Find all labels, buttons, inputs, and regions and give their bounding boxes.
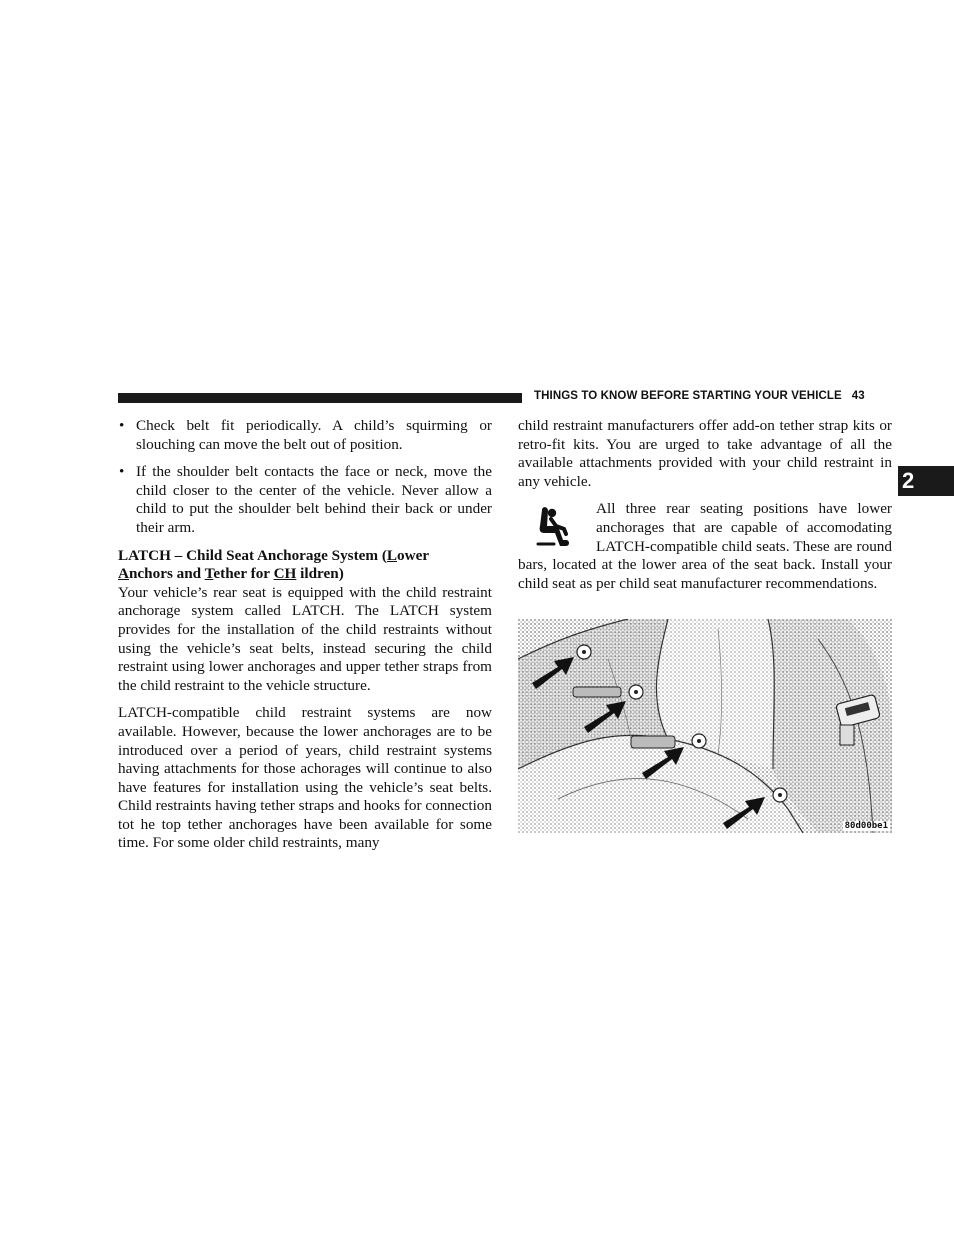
child-seat-icon <box>530 504 580 548</box>
left-column <box>118 417 492 853</box>
header-bar <box>118 393 522 403</box>
bullet-icon: • <box>119 417 125 434</box>
chapter-tab: 2 <box>898 466 954 496</box>
bullet-icon: • <box>119 463 125 481</box>
figure-label: 80d00be1 <box>844 821 888 831</box>
continuation-paragraph: child restraint manufacturers offer add-on tether strap kits or retro-fit kits. You are urged to take advantage of all the available attachments provided with your child restraint in any vehicle. <box>518 417 892 490</box>
rear-seat-illustration <box>518 619 892 833</box>
right-column <box>518 417 892 593</box>
bullet-item: • Check belt fit periodically. A child’s squirming or slouching can move the belt out of position. <box>119 417 492 453</box>
body-paragraph: Your vehicle’s rear seat is equipped with the child restraint anchorage system called LATCH. The LATCH system provides for the installation of the child restraints without using the vehicle’s seat belts, instead securing the child restraint using lower anchorages and upper tether straps from the child restraint to the vehicle structure. <box>118 583 492 694</box>
page-number: 43 <box>851 390 865 402</box>
section-heading: LATCH – Child Seat Anchorage System (Lower Anchors and Tether for CH ildren) <box>118 546 430 583</box>
header-title: THINGS TO KNOW BEFORE STARTING YOUR VEHICLE <box>534 390 842 402</box>
bullet-item: • If the shoulder belt contacts the face or neck, move the child closer to the center of the vehicle. Never allow a child to put the shoulder belt behind their back or under their arm. <box>119 463 492 536</box>
icon-paragraph <box>518 500 892 593</box>
body-paragraph: LATCH-compatible child restraint systems are now available. However, because the lower anchorages are to be introduced over a period of years, child restraint systems having attachments for those achorages will continue to also have features for installation using the vehicle’s seat belts. Child restraints having tether straps and hooks for connection tot he top tether anchorages have been available for some time. For some older child restraints, many <box>118 704 492 852</box>
rear-seat-figure <box>518 619 892 833</box>
running-header <box>534 390 894 402</box>
bullet-list <box>118 417 492 538</box>
latch-description: All three rear seating positions have lower anchorages that are capable of accomodating LATCH-compatible child seats. These are round bars, located at the lower area of the seat back. Install your child seat as per child seat manufacturer recommendations. <box>518 500 892 592</box>
